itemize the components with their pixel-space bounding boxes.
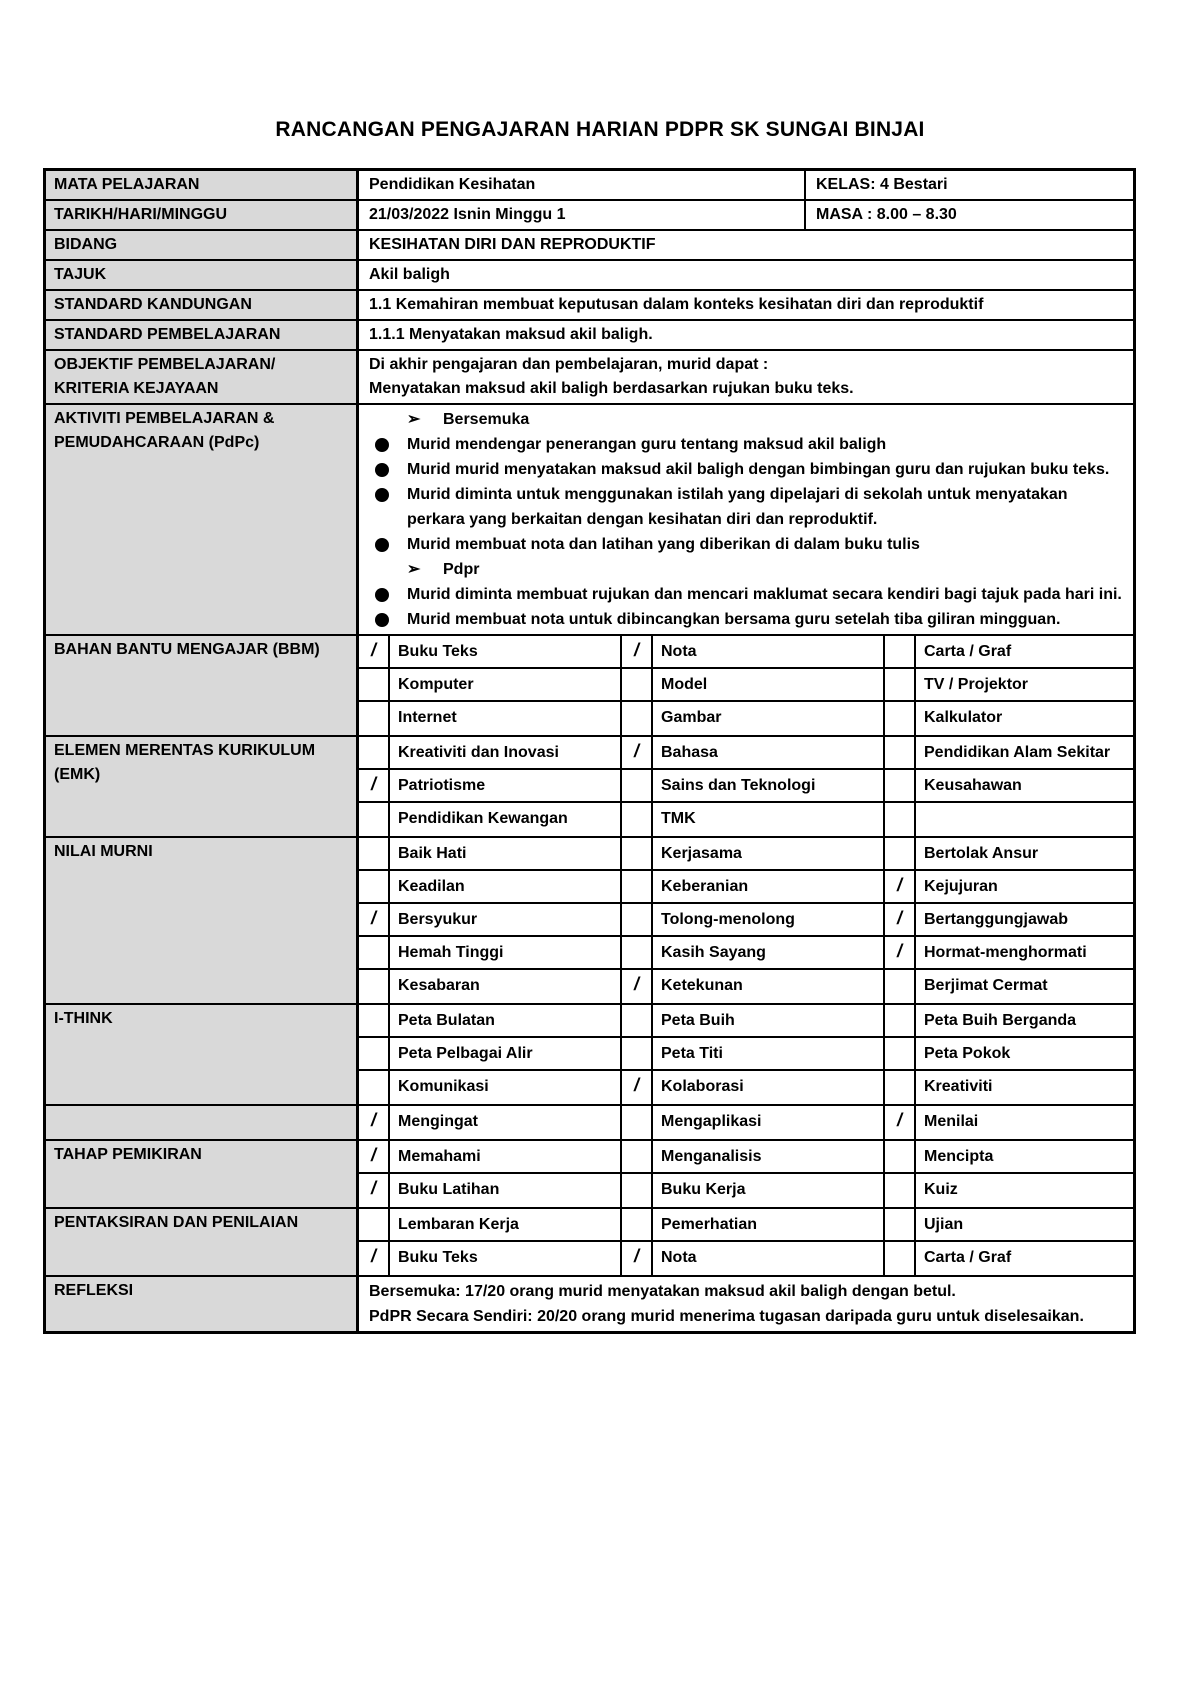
check-mark-cell[interactable]: /: [359, 1174, 390, 1207]
grid-row: [359, 1005, 1133, 1038]
check-mark-cell[interactable]: [622, 1106, 653, 1139]
bullet-icon: [371, 532, 407, 557]
check-mark-cell[interactable]: [885, 737, 916, 768]
option-label: Ketekunan: [653, 970, 885, 1003]
check-mark-cell[interactable]: [885, 1209, 916, 1240]
option-label: Mengingat: [390, 1106, 622, 1139]
label-objektif: [46, 351, 359, 403]
check-mark-cell[interactable]: [885, 1038, 916, 1069]
check-mark-cell[interactable]: /: [885, 904, 916, 935]
subheading-text: Bersemuka: [443, 411, 530, 428]
option-label: Mencipta: [924, 1148, 994, 1165]
row-tajuk: [46, 261, 1133, 291]
value-tarikh: 21/03/2022 Isnin Minggu 1: [359, 201, 806, 229]
check-mark-cell[interactable]: [622, 702, 653, 735]
arrow-bullet-icon: ➢: [407, 411, 421, 428]
label-aktiviti-line1: AKTIVITI PEMBELAJARAN &: [54, 410, 275, 427]
check-mark-cell[interactable]: [885, 770, 916, 801]
check-mark-cell[interactable]: [359, 970, 390, 1003]
check-mark-cell[interactable]: /: [359, 1242, 390, 1275]
option-label: Buku Teks: [390, 1242, 622, 1275]
list-item-text: Murid murid menyatakan maksud akil baligh dengan bimbingan guru dan rujukan buku teks.: [407, 461, 1110, 478]
value-tajuk: Akil baligh: [369, 266, 450, 283]
check-mark-cell[interactable]: [885, 1242, 916, 1275]
option-label: Pendidikan Alam Sekitar: [924, 744, 1111, 761]
grid-row: [359, 737, 1133, 770]
grid-row: [359, 904, 1133, 937]
list-item-text: Murid membuat nota untuk dibincangkan bersama guru setelah tiba giliran mingguan.: [407, 611, 1061, 628]
grid-row: [359, 636, 1133, 669]
list-item: [371, 582, 1123, 607]
check-mark-cell[interactable]: [622, 838, 653, 869]
option-label: Nota: [653, 1242, 885, 1275]
row-tahap-pemikiran: [46, 1141, 1133, 1209]
option-label: Memahami: [390, 1141, 622, 1172]
check-mark-cell[interactable]: [622, 1141, 653, 1172]
option-label: Berjimat Cermat: [924, 977, 1048, 994]
option-label: Kreativiti: [924, 1078, 993, 1095]
label-emk: [46, 737, 359, 836]
option-label: Internet: [390, 702, 622, 735]
label-standard-pembelajaran: STANDARD PEMBELAJARAN: [46, 321, 359, 349]
row-nilai-murni: [46, 838, 1133, 1005]
list-item: [371, 532, 1123, 557]
aktiviti-content: [359, 405, 1133, 634]
check-mark-cell[interactable]: /: [622, 1071, 653, 1104]
check-mark-cell[interactable]: [359, 1209, 390, 1240]
check-mark-cell[interactable]: [885, 636, 916, 667]
bullet-icon: [371, 607, 407, 632]
list-item-text: Murid mendengar penerangan guru tentang maksud akil baligh: [407, 436, 887, 453]
label-objektif-line2: KRITERIA KEJAYAAN: [54, 380, 219, 397]
option-label: Carta / Graf: [924, 643, 1012, 660]
label-emk-line1: ELEMEN MERENTAS KURIKULUM: [54, 742, 316, 759]
check-mark-cell[interactable]: [359, 803, 390, 836]
option-label: Buku Teks: [390, 636, 622, 667]
list-item: [371, 457, 1123, 482]
option-label: Ujian: [924, 1216, 964, 1233]
label-aktiviti: [46, 405, 359, 634]
check-mark-cell[interactable]: /: [359, 1141, 390, 1172]
option-label: Peta Pelbagai Alir: [390, 1038, 622, 1069]
check-mark-cell[interactable]: [885, 1174, 916, 1207]
option-label: Bertanggungjawab: [924, 911, 1069, 928]
label-standard-kandungan: STANDARD KANDUNGAN: [46, 291, 359, 319]
value-objektif: [359, 351, 1133, 403]
subheading-text: Pdpr: [443, 561, 480, 578]
check-mark-cell[interactable]: [885, 1071, 916, 1104]
option-label: Bersyukur: [390, 904, 622, 935]
row-emk: [46, 737, 1133, 838]
grid-row: [359, 1242, 1133, 1275]
option-label: Buku Kerja: [653, 1174, 885, 1207]
option-label: Peta Titi: [653, 1038, 885, 1069]
check-mark-cell[interactable]: [622, 770, 653, 801]
row-aktiviti: [46, 405, 1133, 636]
label-bbm: BAHAN BANTU MENGAJAR (BBM): [46, 636, 359, 735]
bullet-icon: [371, 432, 407, 457]
page-title: RANCANGAN PENGAJARAN HARIAN PDPR SK SUNGAI BINJAI: [275, 118, 925, 141]
label-nilai-murni: NILAI MURNI: [46, 838, 359, 1003]
label-emk-line2: (EMK): [54, 766, 101, 783]
option-label: Buku Latihan: [390, 1174, 622, 1207]
grid-row: [359, 937, 1133, 970]
grid-row: [359, 1071, 1133, 1104]
label-tarikh: TARIKH/HARI/MINGGU: [46, 201, 359, 229]
check-mark-cell[interactable]: [622, 803, 653, 836]
option-label: Menilai: [924, 1113, 979, 1130]
check-mark-cell[interactable]: [622, 1209, 653, 1240]
label-tajuk: TAJUK: [46, 261, 359, 289]
option-label: Kreativiti dan Inovasi: [390, 737, 622, 768]
subheading-pdpr: [371, 557, 1123, 582]
check-mark-cell[interactable]: [622, 1005, 653, 1036]
row-standard-pembelajaran: [46, 321, 1133, 351]
row-tarikh: [46, 201, 1133, 231]
label-bidang: BIDANG: [46, 231, 359, 259]
checkbox-grid: [359, 838, 1133, 1003]
grid-row: [359, 803, 1133, 836]
checkbox-grid: [359, 1209, 1133, 1275]
label-pentaksiran: PENTAKSIRAN DAN PENILAIAN: [46, 1209, 359, 1275]
option-label: Kasih Sayang: [653, 937, 885, 968]
check-mark-cell[interactable]: [359, 1005, 390, 1036]
option-label: TMK: [653, 803, 885, 836]
bullet-icon: [371, 482, 407, 532]
check-mark-cell[interactable]: /: [622, 737, 653, 768]
grid-row: [359, 970, 1133, 1003]
label-empty: [46, 1106, 359, 1139]
check-mark-cell[interactable]: [885, 838, 916, 869]
option-label: Kesabaran: [390, 970, 622, 1003]
list-item-text: Murid diminta membuat rujukan dan mencari maklumat secara kendiri bagi tajuk pada hari ini.: [407, 586, 1122, 603]
option-label: Model: [653, 669, 885, 700]
check-mark-cell[interactable]: /: [885, 871, 916, 902]
option-label: Hormat-menghormati: [924, 944, 1087, 961]
option-label: Patriotisme: [390, 770, 622, 801]
check-mark-cell[interactable]: [359, 838, 390, 869]
row-standard-kandungan: [46, 291, 1133, 321]
check-mark-cell[interactable]: [885, 1005, 916, 1036]
value-bidang: KESIHATAN DIRI DAN REPRODUKTIF: [369, 236, 656, 253]
check-mark-cell[interactable]: [885, 803, 916, 836]
grid-row: [359, 669, 1133, 702]
label-objektif-line1: OBJEKTIF PEMBELAJARAN/: [54, 356, 276, 373]
row-unlabeled: [46, 1106, 1133, 1141]
value-standard-kandungan: 1.1 Kemahiran membuat keputusan dalam konteks kesihatan diri dan reproduktif: [369, 296, 984, 313]
bullet-icon: [371, 582, 407, 607]
option-label: Peta Buih Berganda: [924, 1012, 1077, 1029]
option-label: Kolaborasi: [653, 1071, 885, 1104]
option-label: Pemerhatian: [653, 1209, 885, 1240]
check-mark-cell[interactable]: [359, 669, 390, 700]
checkbox-grid: [359, 737, 1133, 836]
check-mark-cell[interactable]: /: [359, 770, 390, 801]
checkbox-grid: [359, 1005, 1133, 1104]
value-mata-pelajaran: Pendidikan Kesihatan: [359, 171, 806, 199]
check-mark-cell[interactable]: [885, 1141, 916, 1172]
check-mark-cell[interactable]: [885, 702, 916, 735]
check-mark-cell[interactable]: /: [359, 636, 390, 667]
row-bbm: [46, 636, 1133, 737]
refleksi-line1: Bersemuka: 17/20 orang murid menyatakan maksud akil baligh dengan betul.: [369, 1283, 956, 1300]
check-mark-cell[interactable]: /: [359, 904, 390, 935]
option-label: Pendidikan Kewangan: [390, 803, 622, 836]
label-i-think: I-THINK: [46, 1005, 359, 1104]
option-label: Bahasa: [653, 737, 885, 768]
grid-row: [359, 1174, 1133, 1207]
value-objektif-line1: Di akhir pengajaran dan pembelajaran, murid dapat :: [369, 356, 769, 373]
option-label: Bertolak Ansur: [924, 845, 1039, 862]
option-label: Kejujuran: [924, 878, 998, 895]
list-item: [371, 607, 1123, 632]
lesson-plan-table: [43, 168, 1136, 1334]
bullet-icon: [371, 457, 407, 482]
list-item: [371, 482, 1123, 532]
row-bidang: [46, 231, 1133, 261]
value-standard-pembelajaran: 1.1.1 Menyatakan maksud akil baligh.: [369, 326, 653, 343]
checkbox-grid: [359, 1106, 1133, 1139]
label-mata-pelajaran: MATA PELAJARAN: [46, 171, 359, 199]
grid-row: [359, 1038, 1133, 1071]
list-item-text: Murid diminta untuk menggunakan istilah yang dipelajari di sekolah untuk menyatakan perkara yang berkaitan dengan kesihatan diri dan reproduktif.: [407, 486, 1068, 528]
row-refleksi: [46, 1277, 1133, 1331]
option-label: Hemah Tinggi: [390, 937, 622, 968]
check-mark-cell[interactable]: [622, 1174, 653, 1207]
check-mark-cell[interactable]: [359, 737, 390, 768]
refleksi-line2: PdPR Secara Sendiri: 20/20 orang murid menerima tugasan daripada guru untuk diselesaikan.: [369, 1308, 1084, 1325]
option-label: Kalkulator: [924, 709, 1003, 726]
option-label: Tolong-menolong: [653, 904, 885, 935]
option-label: Komputer: [390, 669, 622, 700]
grid-row: [359, 770, 1133, 803]
check-mark-cell[interactable]: [359, 871, 390, 902]
row-mata-pelajaran: [46, 171, 1133, 201]
value-refleksi: [359, 1277, 1133, 1331]
list-item: [371, 432, 1123, 457]
check-mark-cell[interactable]: [359, 1071, 390, 1104]
check-mark-cell[interactable]: [359, 937, 390, 968]
arrow-bullet-icon: ➢: [407, 561, 421, 578]
row-pentaksiran: [46, 1209, 1133, 1277]
option-label: Gambar: [653, 702, 885, 735]
option-label: Baik Hati: [390, 838, 622, 869]
option-label: Carta / Graf: [924, 1249, 1012, 1266]
option-label: Sains dan Teknologi: [653, 770, 885, 801]
check-mark-cell[interactable]: [885, 669, 916, 700]
option-label: Nota: [653, 636, 885, 667]
grid-row: [359, 838, 1133, 871]
option-label: Kerjasama: [653, 838, 885, 869]
option-label: Lembaran Kerja: [390, 1209, 622, 1240]
check-mark-cell[interactable]: /: [622, 636, 653, 667]
subheading-bersemuka: [371, 407, 1123, 432]
option-label: Keadilan: [390, 871, 622, 902]
option-label: [916, 803, 1133, 836]
check-mark-cell[interactable]: [359, 1038, 390, 1069]
option-label: Kuiz: [924, 1181, 958, 1198]
grid-row: [359, 702, 1133, 735]
checkbox-grid: [359, 636, 1133, 735]
list-item-text: Murid membuat nota dan latihan yang diberikan di dalam buku tulis: [407, 536, 920, 553]
check-mark-cell[interactable]: [622, 904, 653, 935]
option-label: TV / Projektor: [924, 676, 1029, 693]
checkbox-grid: [359, 1141, 1133, 1207]
check-mark-cell[interactable]: [885, 970, 916, 1003]
value-masa: MASA : 8.00 – 8.30: [816, 206, 957, 223]
row-i-think: [46, 1005, 1133, 1106]
option-label: Keberanian: [653, 871, 885, 902]
check-mark-cell[interactable]: [622, 669, 653, 700]
check-mark-cell[interactable]: [622, 871, 653, 902]
check-mark-cell[interactable]: /: [622, 1242, 653, 1275]
option-label: Keusahawan: [924, 777, 1022, 794]
label-refleksi: REFLEKSI: [46, 1277, 359, 1331]
option-label: Peta Pokok: [924, 1045, 1011, 1062]
check-mark-cell[interactable]: /: [885, 937, 916, 968]
check-mark-cell[interactable]: [622, 937, 653, 968]
check-mark-cell[interactable]: /: [885, 1106, 916, 1139]
value-objektif-line2: Menyatakan maksud akil baligh berdasarkan rujukan buku teks.: [369, 380, 854, 397]
check-mark-cell[interactable]: /: [622, 970, 653, 1003]
check-mark-cell[interactable]: [359, 702, 390, 735]
row-objektif: [46, 351, 1133, 405]
label-aktiviti-line2: PEMUDAHCARAAN (PdPc): [54, 434, 260, 451]
option-label: Peta Bulatan: [390, 1005, 622, 1036]
option-label: Mengaplikasi: [653, 1106, 885, 1139]
option-label: Peta Buih: [653, 1005, 885, 1036]
check-mark-cell[interactable]: /: [359, 1106, 390, 1139]
option-label: Komunikasi: [390, 1071, 622, 1104]
grid-row: [359, 871, 1133, 904]
option-label: Menganalisis: [653, 1141, 885, 1172]
grid-row: [359, 1106, 1133, 1139]
label-tahap-pemikiran: TAHAP PEMIKIRAN: [46, 1141, 359, 1207]
check-mark-cell[interactable]: [622, 1038, 653, 1069]
grid-row: [359, 1141, 1133, 1174]
grid-row: [359, 1209, 1133, 1242]
value-kelas: KELAS: 4 Bestari: [816, 176, 948, 193]
